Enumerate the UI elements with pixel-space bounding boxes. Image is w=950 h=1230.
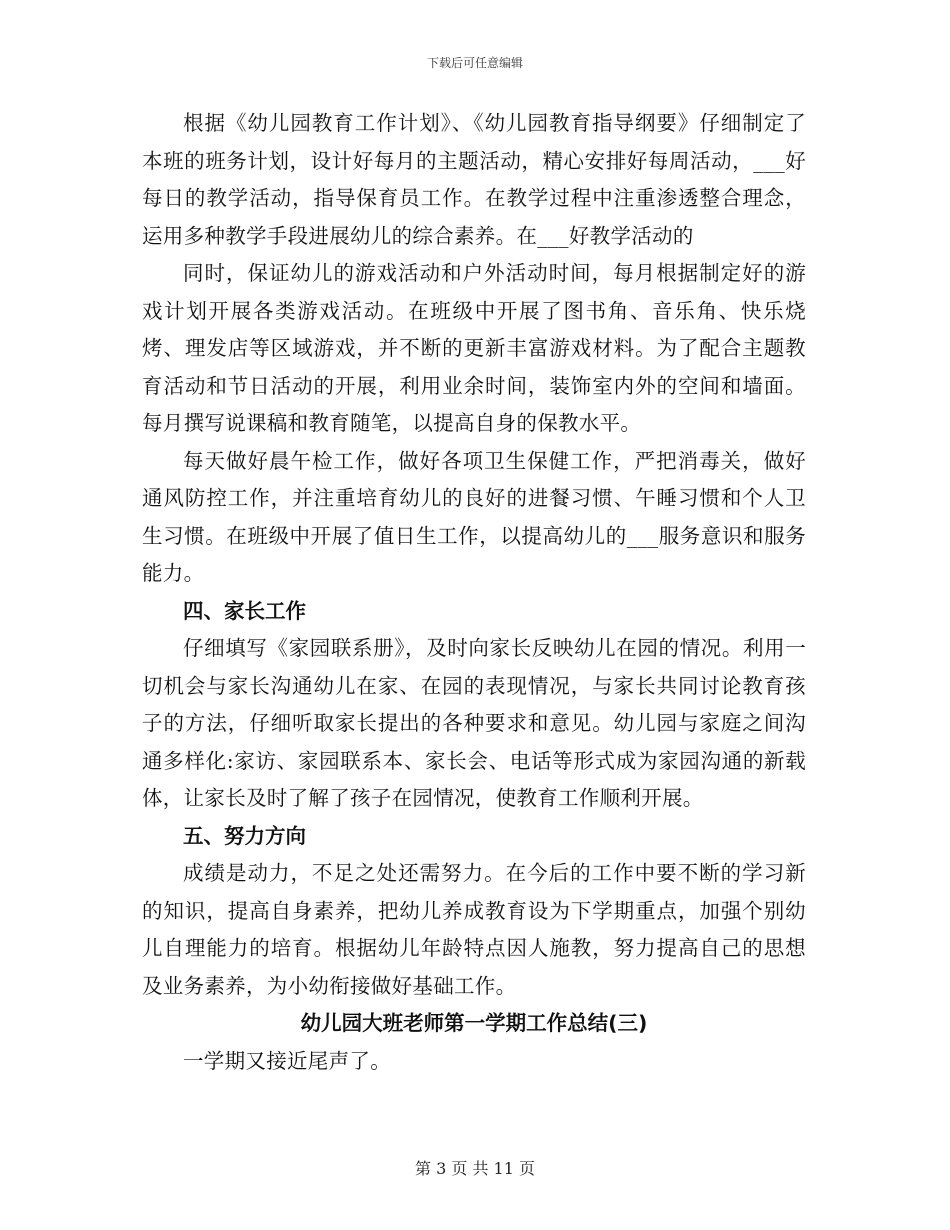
page-number: 第 3 页 共 11 页 — [415, 1159, 535, 1178]
paragraph-teaching-plan: 根据《幼儿园教育工作计划》、《幼儿园教育指导纲要》仔细制定了本班的班务计划，设计好每月的主题活动，精心安排好每周活动，___好每日的教学活动，指导保育员工作。在教学过程中注重渗透整合理念，运用多种教学手段进展幼儿的综合素养。在___好教学活动的 — [142, 111, 806, 248]
section-title: 幼儿园大班老师第一学期工作总结(三) — [300, 1011, 648, 1035]
paragraph-semester-end: 一学期又接近尾声了。 — [183, 1048, 391, 1073]
paragraph-parent-work: 仔细填写《家园联系册》，及时向家长反映幼儿在园的情况。利用一切机会与家长沟通幼儿在家、在园的表现情况，与家长共同讨论教育孩子的方法，仔细听取家长提出的各种要求和意见。幼儿园与家庭之间沟通多样化:家访、家园联系本、家长会、电话等形式成为家园沟通的新载体，让家长及时了解了孩子在园情况，使教育工作顺利开展。 — [142, 636, 806, 810]
paragraph-health-care: 每天做好晨午检工作，做好各项卫生保健工作，严把消毒关，做好通风防控工作，并注重培育幼儿的良好的进餐习惯、午睡习惯和个人卫生习惯。在班级中开展了值日生工作，以提高幼儿的___服务意识和服务能力。 — [142, 448, 806, 585]
header-note: 下载后可任意编辑 — [426, 56, 523, 70]
heading-effort-direction: 五、努力方向 — [183, 823, 306, 848]
heading-parent-work: 四、家长工作 — [183, 598, 306, 623]
paragraph-effort-direction: 成绩是动力，不足之处还需努力。在今后的工作中要不断的学习新的知识，提高自身素养，把幼儿养成教育设为下学期重点，加强个别幼儿自理能力的培育。根据幼儿年龄特点因人施教，努力提高自己的思想及业务素养，为小幼衔接做好基础工作。 — [142, 861, 806, 998]
paragraph-game-activities: 同时，保证幼儿的游戏活动和户外活动时间，每月根据制定好的游戏计划开展各类游戏活动。在班级中开展了图书角、音乐角、快乐烧烤、理发店等区域游戏，并不断的更新丰富游戏材料。为了配合主题教育活动和节日活动的开展，利用业余时间，装饰室内外的空间和墙面。每月撰写说课稿和教育随笔，以提高自身的保教水平。 — [142, 261, 806, 435]
document-body — [142, 105, 806, 1080]
